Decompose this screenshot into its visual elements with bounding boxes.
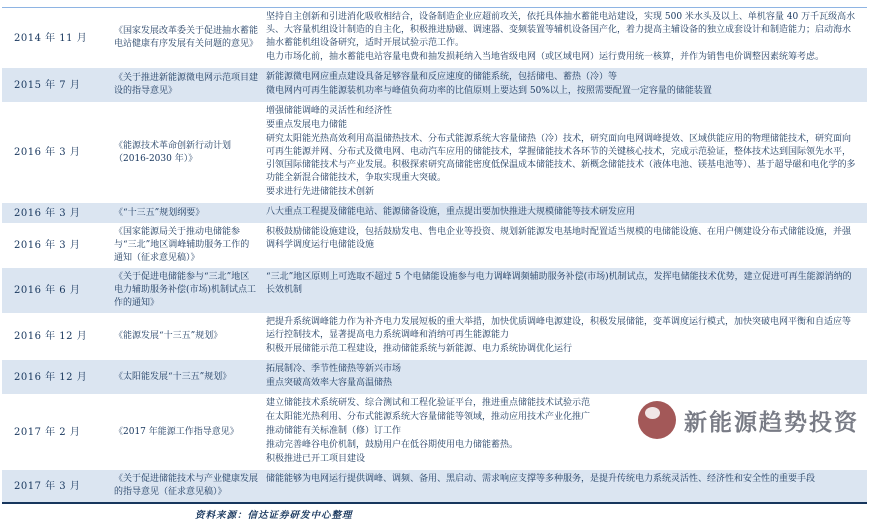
row-date: 2017 年 2 月: [14, 426, 81, 438]
row-policy-desc: [262, 360, 867, 394]
desc-line: 储能能够为电网运行提供调峰、调频、备用、黑启动、需求响应支撑等多种服务，是提升传统电力系统灵活性、经济性和安全性的重要手段: [266, 474, 816, 484]
row-date: 2016 年 3 月: [14, 240, 81, 251]
row-date: 2014 年 11 月: [14, 32, 88, 44]
desc-line: 要重点发展电力储能: [266, 120, 348, 130]
row-policy-name: 《2017 年能源工作指导意见》: [114, 426, 239, 437]
table-row: [2, 223, 867, 268]
row-policy-desc: [262, 394, 867, 470]
desc-line: 推动完善峰谷电价机制，鼓励用户在低谷期使用电力储能蓄热。: [266, 440, 519, 450]
row-policy-name: 《国家发展改革委关于促进抽水蓄能电站健康有序发展有关问题的意见》: [114, 26, 259, 49]
row-policy-desc: [262, 313, 867, 360]
table-row: [2, 8, 867, 68]
row-date: 2017 年 3 月: [14, 480, 81, 492]
desc-line: 推动储能有关标准制（修）订工作: [266, 426, 402, 436]
desc-line: 研究太阳能光热高效利用高温储热技术、分布式能源系统大容量储热（冷）技术，研究面向电网调峰提效、区域供能应用的物理储能技术，研究面向可再生能源并网、分布式及微电网、电动汽车应用的储能技术，掌握储能技术各环节的关键核心技术，完成示范验证，整体技术达到国际领先水平，引领国际储能技术与产业发展。积极探索研究高储能密度低保温成本储能技术、新概念储能技术（液体电池、镁基电池等）、基于超导磁和电化学的多功能全新混合储能技术，争取实现重大突破。: [266, 134, 856, 183]
row-policy-name: 《太阳能发展“十三五”规划》: [114, 371, 232, 382]
desc-line: 重点突破高效率大容量高温储热: [266, 378, 393, 388]
policy-table: [2, 7, 867, 502]
source-note: 资料来源：信达证券研发中心整理: [195, 510, 353, 521]
table-row: [2, 203, 867, 223]
row-date: 2016 年 3 月: [14, 207, 81, 219]
row-policy-desc: [262, 102, 867, 203]
desc-line: 积极开展储能示范工程建设，推动储能系统与新能源、电力系统协调优化运行: [266, 344, 573, 354]
desc-line: 微电网内可再生能源装机功率与峰值负荷功率的比值原则上要达到 50%以上，按照需要配置一定容量的储能装置: [266, 86, 712, 96]
row-policy-name: 《能源发展“十三五”规划》: [114, 331, 223, 341]
row-date: 2016 年 3 月: [14, 147, 81, 158]
row-policy-name: 《国家能源局关于推动电储能参与“三北”地区调峰辅助服务工作的通知（征求意见稿）》: [114, 227, 250, 263]
desc-line: 电力市场化前，抽水蓄能电站容量电费和抽发损耗纳入当地省级电网（或区域电网）运行费用统一核算，并作为销售电价调整因素统筹考虑。: [266, 52, 825, 62]
row-date: 2015 年 7 月: [14, 79, 81, 91]
desc-line: 八大重点工程提及储能电站、能源储备设施，重点提出要加快推进大规模储能等技术研发应用: [266, 207, 636, 217]
table-row: [2, 360, 867, 394]
table-row: [2, 470, 867, 502]
row-date: 2016 年 12 月: [14, 331, 88, 342]
desc-line: 把提升系统调峰能力作为补齐电力发展短板的重大举措，加快优质调峰电源建设，积极发展储能，变革调度运行模式，加快突破电网平衡和自适应等运行控制技术，显著提高电力系统调峰和消纳可再生能源能力: [266, 317, 852, 340]
desc-line: “三北”地区原则上可选取不超过 5 个电储能设施参与电力调峰调频辅助服务补偿(市场)机制试点，发挥电储能技术优势，建立促进可再生能源消纳的长效机制: [266, 272, 852, 295]
row-date: 2016 年 6 月: [14, 285, 81, 296]
table-row: [2, 394, 867, 470]
row-date: 2016 年 12 月: [14, 371, 88, 383]
row-policy-desc: [262, 8, 867, 68]
desc-line: 积极推进已开工项目建设: [266, 454, 366, 464]
desc-line: 坚持自主创新和引进消化吸收相结合，设备制造企业应超前攻关，依托具体抽水蓄能电站建设，实现 500 米水头及以上、单机容量 40 万千瓦级高水头、大容量机组设计制造的自主化，积极推进励磁、调速器、变频装置等辅机设备国产化，着力提高主辅设备的独立成套设计和制造能力；启动海水抽水蓄能机组设备研究，适时开展试验示范工作。: [266, 12, 856, 48]
row-policy-desc: [262, 470, 867, 490]
desc-line: 积极鼓励储能设施建设，包括鼓励发电、售电企业等投资、规划新能源发电基地时配置适当规模的电储能设施、在用户侧建设分布式储能设施，并强调科学调度运行电储能设施: [266, 227, 852, 250]
table-row: [2, 68, 867, 102]
row-policy-name: 《关于促进储能技术与产业健康发展的指导意见（征求意见稿）》: [114, 474, 259, 497]
desc-line: 新能源微电网应重点建设具备足够容量和反应速度的储能系统，包括储电、蓄热（冷）等: [266, 72, 618, 82]
row-policy-desc: [262, 203, 867, 223]
row-policy-name: 《关于促进电储能参与“三北”地区电力辅助服务补偿(市场)机制试点工作的通知》: [114, 272, 257, 308]
brand-name: 新能源趋势投资: [684, 409, 859, 436]
row-policy-desc: [262, 223, 867, 256]
table-row: [2, 102, 867, 203]
row-policy-desc: [262, 68, 867, 102]
desc-line: 在太阳能光热利用、分布式能源系统大容量储能等领域，推动应用技术产业化推广: [266, 412, 591, 422]
desc-line: 拓展制冷、季节性储热等新兴市场: [266, 364, 402, 374]
desc-line: 增强储能调峰的灵活性和经济性: [266, 106, 393, 116]
table-row: [2, 313, 867, 360]
row-policy-name: 《能源技术革命创新行动计划（2016-2030 年）》: [114, 140, 232, 164]
row-policy-name: 《“十三五”规划纲要》: [114, 207, 205, 218]
row-policy-desc: [262, 268, 867, 301]
table-row: [2, 268, 867, 313]
row-policy-name: 《关于推进新能源微电网示范项目建设的指导意见》: [114, 73, 259, 96]
desc-line: 建立储能技术系统研发、综合测试和工程化验证平台，推进重点储能技术试验示范: [266, 398, 591, 408]
desc-line: 要求进行先进储能技术创新: [266, 187, 375, 197]
